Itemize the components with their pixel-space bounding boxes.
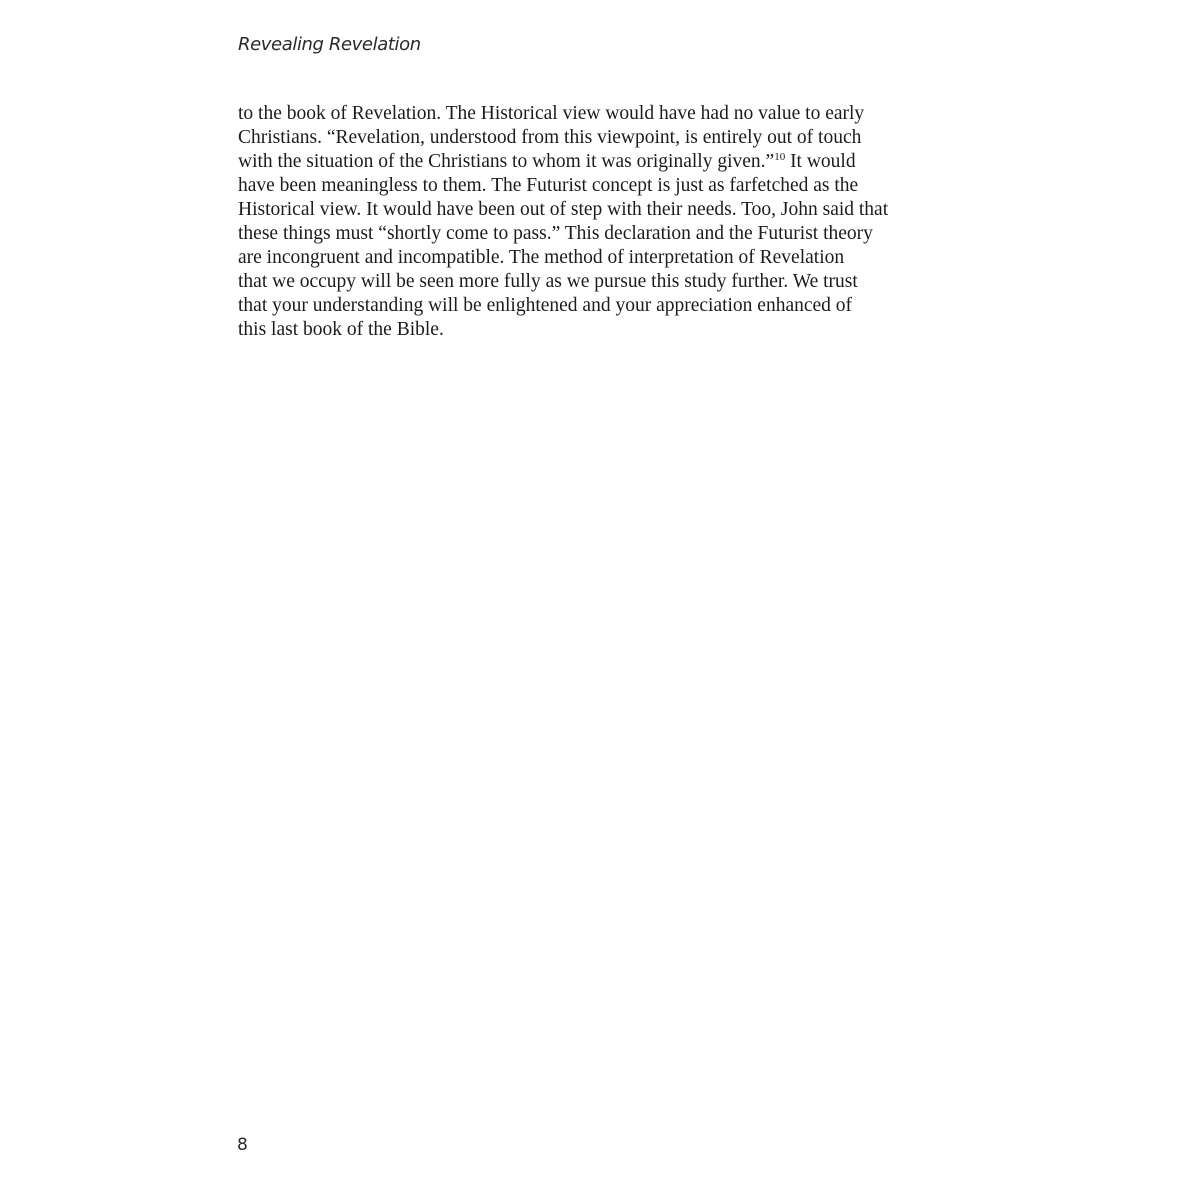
running-header: Revealing Revelation (238, 34, 421, 55)
text-line: these things must “shortly come to pass.” This declaration and the Futurist theory (238, 223, 873, 244)
text-line-segment: It would (785, 151, 856, 172)
text-line: this last book of the Bible. (238, 319, 444, 340)
footnote-reference[interactable]: 10 (774, 151, 786, 163)
text-line: Christians. “Revelation, understood from this viewpoint, is entirely out of touch (238, 127, 862, 148)
text-line: to the book of Revelation. The Historical view would have had no value to early (238, 103, 865, 124)
text-line: have been meaningless to them. The Futurist concept is just as farfetched as the (238, 175, 859, 196)
page-number: 8 (237, 1135, 248, 1155)
text-line: that your understanding will be enlightened and your appreciation enhanced of (238, 295, 853, 316)
body-paragraph (238, 102, 938, 342)
text-line: are incongruent and incompatible. The method of interpretation of Revelation (238, 247, 845, 268)
text-line-segment: with the situation of the Christians to whom it was originally given.” (238, 151, 775, 172)
text-line: that we occupy will be seen more fully as we pursue this study further. We trust (238, 271, 858, 292)
text-line: Historical view. It would have been out of step with their needs. Too, John said that (238, 199, 889, 220)
text-line (238, 150, 938, 174)
